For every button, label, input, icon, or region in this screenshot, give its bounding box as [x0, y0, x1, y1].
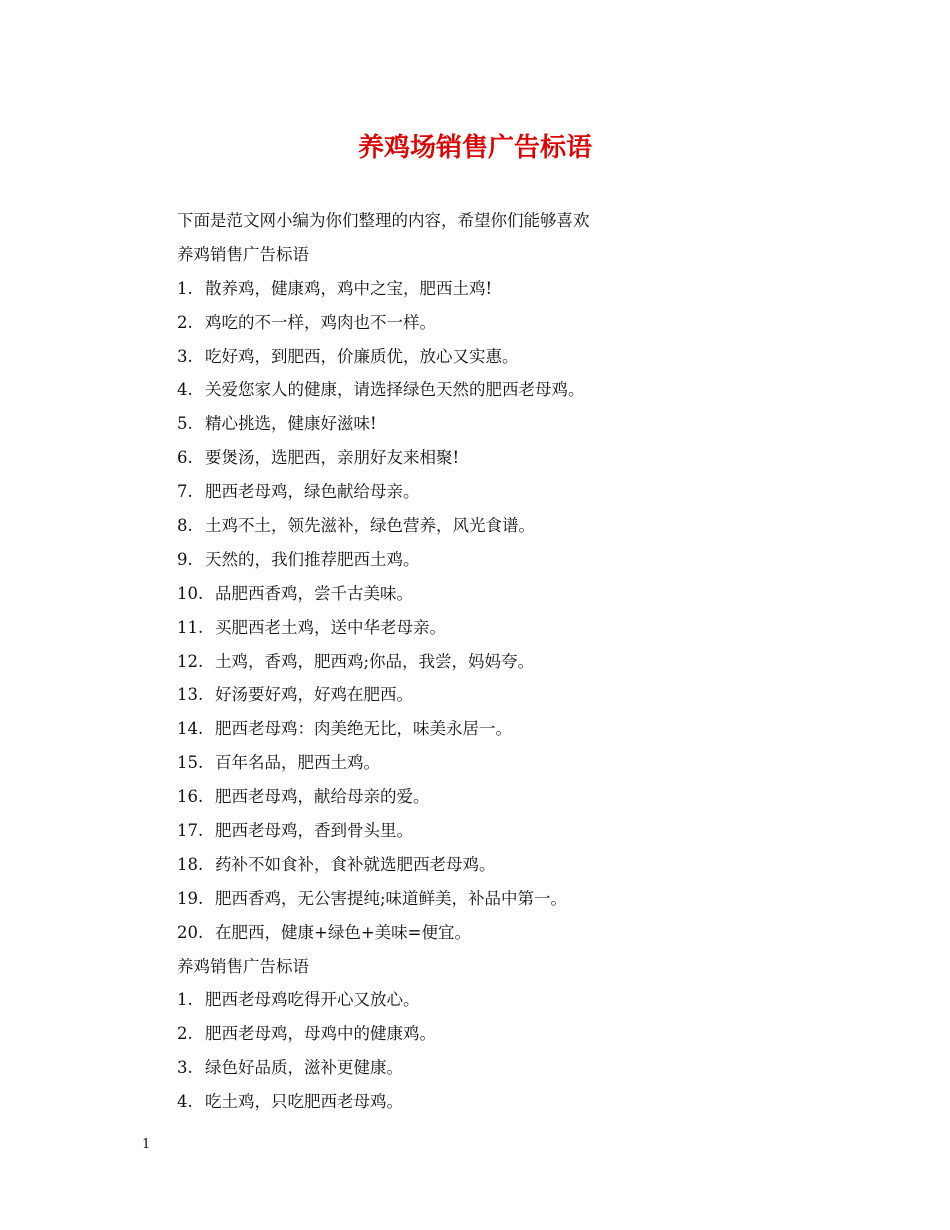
list-item-number: 5. — [177, 414, 193, 434]
list-item-number: 1. — [177, 278, 193, 298]
list-item-number: 2. — [177, 312, 193, 332]
list-item-text: 买肥西老土鸡，送中华老母亲。 — [215, 617, 446, 637]
list-item-number: 13. — [177, 685, 204, 705]
list-item-number: 14. — [177, 719, 204, 739]
list-item — [177, 1085, 817, 1119]
list-item — [177, 272, 817, 306]
list-item-number: 4. — [177, 380, 193, 400]
list-item-text: 好汤要好鸡，好鸡在肥西。 — [215, 685, 413, 705]
list-item-text: 百年名品，肥西土鸡。 — [215, 753, 380, 773]
list-item-number: 20. — [177, 922, 204, 942]
list-item — [177, 1051, 817, 1085]
list-item-text: 要煲汤，选肥西，亲朋好友来相聚! — [205, 448, 460, 468]
list-item — [177, 712, 817, 746]
list-item-text: 鸡吃的不一样，鸡肉也不一样。 — [205, 312, 436, 332]
list-item — [177, 543, 817, 577]
list-item — [177, 645, 817, 679]
list-item-text: 散养鸡，健康鸡，鸡中之宝，肥西土鸡! — [205, 278, 493, 298]
list-item — [177, 1017, 817, 1051]
list-item-text: 土鸡不土，领先滋补，绿色营养，风光食谱。 — [205, 516, 535, 536]
list-item-text: 肥西老母鸡：肉美绝无比，味美永居一。 — [215, 719, 512, 739]
list-item-number: 12. — [177, 651, 204, 671]
list-item-number: 3. — [177, 346, 193, 366]
list-item — [177, 441, 817, 475]
list-item-number: 6. — [177, 448, 193, 468]
section-heading-1: 养鸡销售广告标语 — [177, 244, 309, 264]
list-item — [177, 882, 817, 916]
intro-text: 下面是范文网小编为你们整理的内容，希望你们能够喜欢 — [177, 211, 590, 230]
list-item-number: 19. — [177, 888, 204, 908]
list-item-text: 肥西老母鸡，香到骨头里。 — [215, 821, 413, 841]
list-item-number: 8. — [177, 516, 193, 536]
list-item — [177, 780, 817, 814]
slogan-list-2 — [177, 983, 817, 1119]
list-item-text: 吃好鸡，到肥西，价廉质优，放心又实惠。 — [205, 346, 519, 366]
list-item-number: 1. — [177, 990, 193, 1010]
list-item-number: 2. — [177, 1024, 193, 1044]
list-item — [177, 848, 817, 882]
list-item-number: 15. — [177, 753, 204, 773]
list-item-text: 绿色好品质，滋补更健康。 — [205, 1058, 403, 1078]
list-item-number: 11. — [177, 617, 204, 637]
list-item — [177, 373, 817, 407]
list-item-text: 吃土鸡，只吃肥西老母鸡。 — [205, 1092, 403, 1112]
list-item-text: 肥西老母鸡，母鸡中的健康鸡。 — [205, 1024, 436, 1044]
list-item-number: 17. — [177, 821, 204, 841]
document-title: 养鸡场销售广告标语 — [357, 133, 592, 163]
list-item — [177, 611, 817, 645]
list-item-number: 16. — [177, 787, 204, 807]
slogan-list-1 — [177, 272, 817, 950]
list-item — [177, 814, 817, 848]
list-item — [177, 678, 817, 712]
list-item-number: 4. — [177, 1092, 193, 1112]
list-item-number: 7. — [177, 482, 193, 502]
list-item — [177, 577, 817, 611]
list-item-number: 9. — [177, 549, 193, 569]
list-item-text: 在肥西，健康+绿色+美味=便宜。 — [215, 922, 471, 942]
list-item-text: 肥西老母鸡吃得开心又放心。 — [205, 990, 420, 1010]
list-item — [177, 306, 817, 340]
list-item-text: 关爱您家人的健康，请选择绿色天然的肥西老母鸡。 — [205, 380, 585, 400]
list-item — [177, 509, 817, 543]
list-item-text: 土鸡，香鸡，肥西鸡;你品，我尝，妈妈夸。 — [215, 651, 535, 671]
list-item-text: 肥西老母鸡，绿色献给母亲。 — [205, 482, 420, 502]
list-item — [177, 916, 817, 950]
list-item-number: 10. — [177, 583, 204, 603]
list-item — [177, 746, 817, 780]
section-heading-2: 养鸡销售广告标语 — [177, 956, 309, 976]
list-item-text: 药补不如食补，食补就选肥西老母鸡。 — [215, 854, 496, 874]
list-item-text: 天然的，我们推荐肥西土鸡。 — [205, 549, 420, 569]
list-item-text: 肥西香鸡，无公害提纯;味道鲜美，补品中第一。 — [215, 888, 568, 908]
list-item-number: 18. — [177, 854, 204, 874]
list-item-text: 品肥西香鸡，尝千古美味。 — [215, 583, 413, 603]
list-item — [177, 407, 817, 441]
list-item-text: 肥西老母鸡，献给母亲的爱。 — [215, 787, 430, 807]
document-body — [177, 204, 817, 1119]
list-item — [177, 340, 817, 374]
list-item-number: 3. — [177, 1058, 193, 1078]
page-number: 1 — [142, 1137, 151, 1152]
list-item — [177, 983, 817, 1017]
list-item-text: 精心挑选，健康好滋味! — [205, 414, 377, 434]
list-item — [177, 475, 817, 509]
